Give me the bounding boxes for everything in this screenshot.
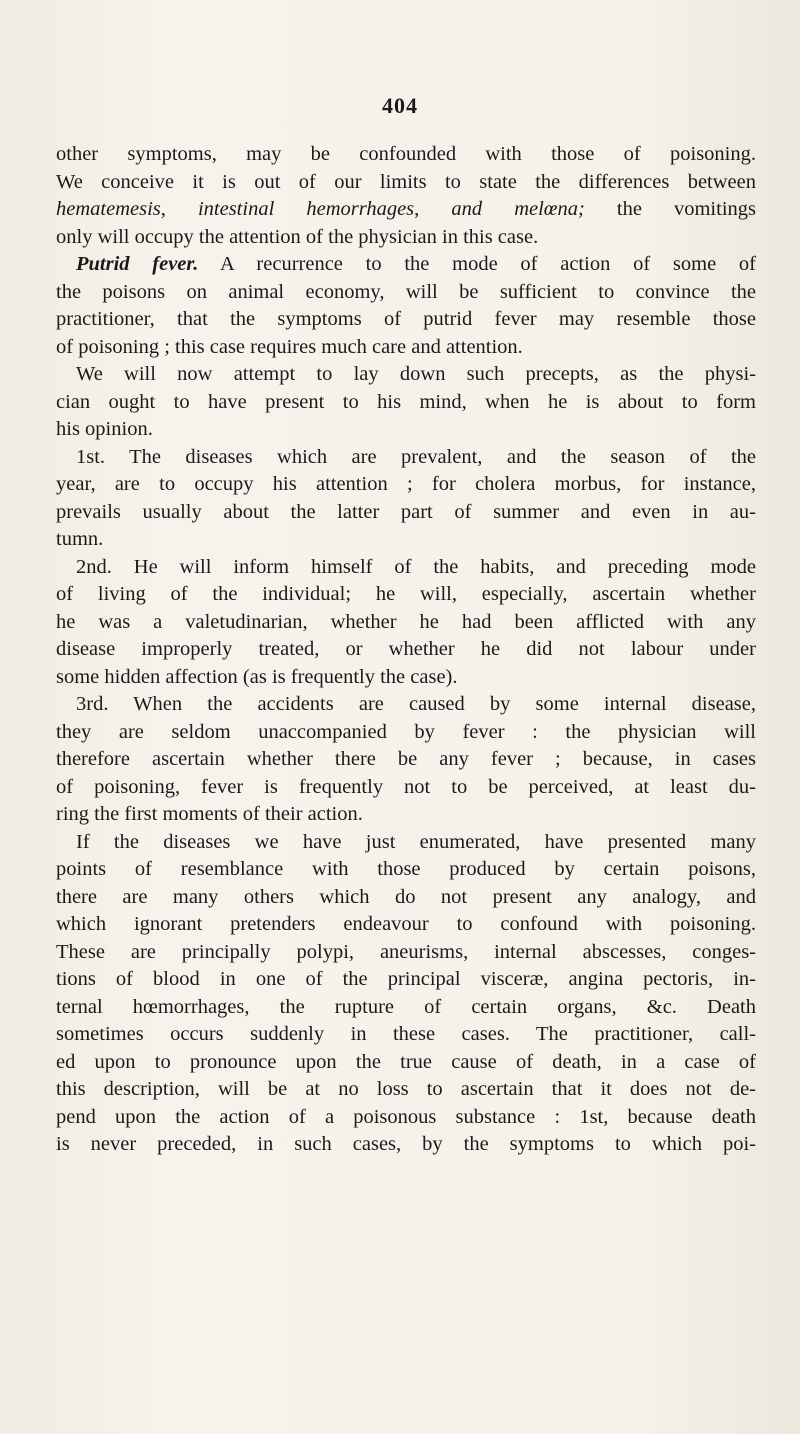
text-line bbox=[56, 774, 756, 802]
text-line bbox=[56, 471, 756, 499]
text-run: other symptoms, may be confounded with those of poisoning. bbox=[56, 143, 756, 165]
text-line bbox=[56, 1021, 756, 1049]
text-run: , bbox=[160, 198, 198, 220]
text-line bbox=[56, 994, 756, 1022]
text-line bbox=[56, 801, 756, 829]
text-line bbox=[56, 884, 756, 912]
text-line bbox=[56, 334, 756, 362]
text-run: ed upon to pronounce upon the true cause of death, in a case of bbox=[56, 1050, 756, 1073]
text-line bbox=[56, 499, 756, 527]
text-line bbox=[56, 719, 756, 747]
text-line bbox=[56, 554, 756, 582]
text-line bbox=[56, 224, 756, 252]
text-line bbox=[56, 609, 756, 637]
text-run: of poisoning ; this case requires much care and attention. bbox=[56, 335, 523, 358]
text-line bbox=[56, 444, 756, 472]
text-run: tions of blood in one of the principal visceræ, angina pectoris, in- bbox=[56, 968, 756, 990]
text-line bbox=[56, 526, 756, 554]
text-line bbox=[56, 251, 756, 279]
text-run: they are seldom unaccompanied by fever : the physician will bbox=[56, 720, 756, 743]
text-run: therefore ascertain whether there be any fever ; because, in cases bbox=[56, 748, 756, 770]
text-run: pend upon the action of a poisonous substance : 1st, because death bbox=[56, 1105, 756, 1128]
text-line bbox=[56, 911, 756, 939]
text-run: year, are to occupy his attention ; for cholera morbus, for instance, bbox=[56, 473, 756, 495]
page-number: 404 bbox=[382, 93, 418, 118]
text-line bbox=[56, 196, 756, 224]
emphasized-text: intestinal hemorrhages bbox=[197, 198, 415, 220]
text-line bbox=[56, 939, 756, 967]
emphasized-text: Putrid fever. bbox=[76, 253, 199, 275]
text-line bbox=[56, 691, 756, 719]
text-run: cian ought to have present to his mind, when he is about to form bbox=[56, 390, 756, 413]
text-line bbox=[56, 279, 756, 307]
text-line bbox=[56, 1104, 756, 1132]
text-line bbox=[56, 1049, 756, 1077]
text-run: 2nd. He will inform himself of the habits, and preceding mode bbox=[76, 555, 756, 578]
text-run: We conceive it is out of our limits to state the differences between bbox=[56, 170, 756, 193]
emphasized-text: and melœna; bbox=[451, 198, 585, 220]
text-line bbox=[56, 636, 756, 664]
body-text bbox=[56, 141, 756, 1159]
text-run: sometimes occurs suddenly in these cases. The practitioner, call- bbox=[56, 1023, 756, 1045]
text-run: disease improperly treated, or whether he did not labour under bbox=[56, 638, 756, 660]
text-line bbox=[56, 664, 756, 692]
text-run: of poisoning, fever is frequently not to be perceived, at least du- bbox=[56, 775, 756, 798]
text-line bbox=[56, 966, 756, 994]
text-line bbox=[56, 581, 756, 609]
text-run: 1st. The diseases which are prevalent, and the season of the bbox=[76, 445, 756, 468]
text-line bbox=[56, 829, 756, 857]
text-run: the vomitings bbox=[584, 198, 756, 220]
text-line bbox=[56, 856, 756, 884]
text-line bbox=[56, 361, 756, 389]
text-run: his opinion. bbox=[56, 418, 153, 440]
text-line bbox=[56, 306, 756, 334]
text-run: ternal hœmorrhages, the rupture of certain organs, &c. Death bbox=[56, 995, 756, 1018]
text-run: tumn. bbox=[56, 528, 104, 550]
text-run: he was a valetudinarian, whether he had been afflicted with any bbox=[56, 610, 756, 633]
text-run: practitioner, that the symptoms of putrid fever may resemble those bbox=[56, 308, 756, 330]
text-run: , bbox=[414, 198, 452, 220]
text-run: of living of the individual; he will, especially, ascertain whether bbox=[56, 583, 756, 605]
text-run: If the diseases we have just enumerated, have presented many bbox=[76, 830, 756, 853]
text-run: prevails usually about the latter part of summer and even in au- bbox=[56, 500, 756, 523]
text-run: this description, will be at no loss to ascertain that it does not de- bbox=[56, 1078, 756, 1100]
text-run: 3rd. When the accidents are caused by some internal disease, bbox=[76, 693, 756, 715]
text-run: only will occupy the attention of the physician in this case. bbox=[56, 225, 539, 248]
text-line bbox=[56, 1131, 756, 1159]
text-run: We will now attempt to lay down such precepts, as the physi- bbox=[76, 363, 756, 385]
text-line bbox=[56, 389, 756, 417]
text-run: is never preceded, in such cases, by the symptoms to which poi- bbox=[56, 1133, 756, 1155]
emphasized-text: hematemesis bbox=[56, 198, 161, 220]
text-run: points of resemblance with those produced by certain poisons, bbox=[56, 858, 756, 880]
text-run: there are many others which do not present any analogy, and bbox=[56, 885, 756, 908]
text-run: These are principally polypi, aneurisms, internal abscesses, conges- bbox=[56, 940, 756, 963]
text-line bbox=[56, 141, 756, 169]
text-run: A recurrence to the mode of action of some of bbox=[198, 253, 756, 275]
text-run: ring the first moments of their action. bbox=[56, 803, 363, 825]
text-line bbox=[56, 746, 756, 774]
text-line bbox=[56, 169, 756, 197]
text-run: the poisons on animal economy, will be sufficient to convince the bbox=[56, 280, 756, 303]
text-run: some hidden affection (as is frequently the case). bbox=[56, 665, 458, 688]
text-line bbox=[56, 1076, 756, 1104]
text-line bbox=[56, 416, 756, 444]
text-run: which ignorant pretenders endeavour to confound with poisoning. bbox=[56, 913, 756, 935]
